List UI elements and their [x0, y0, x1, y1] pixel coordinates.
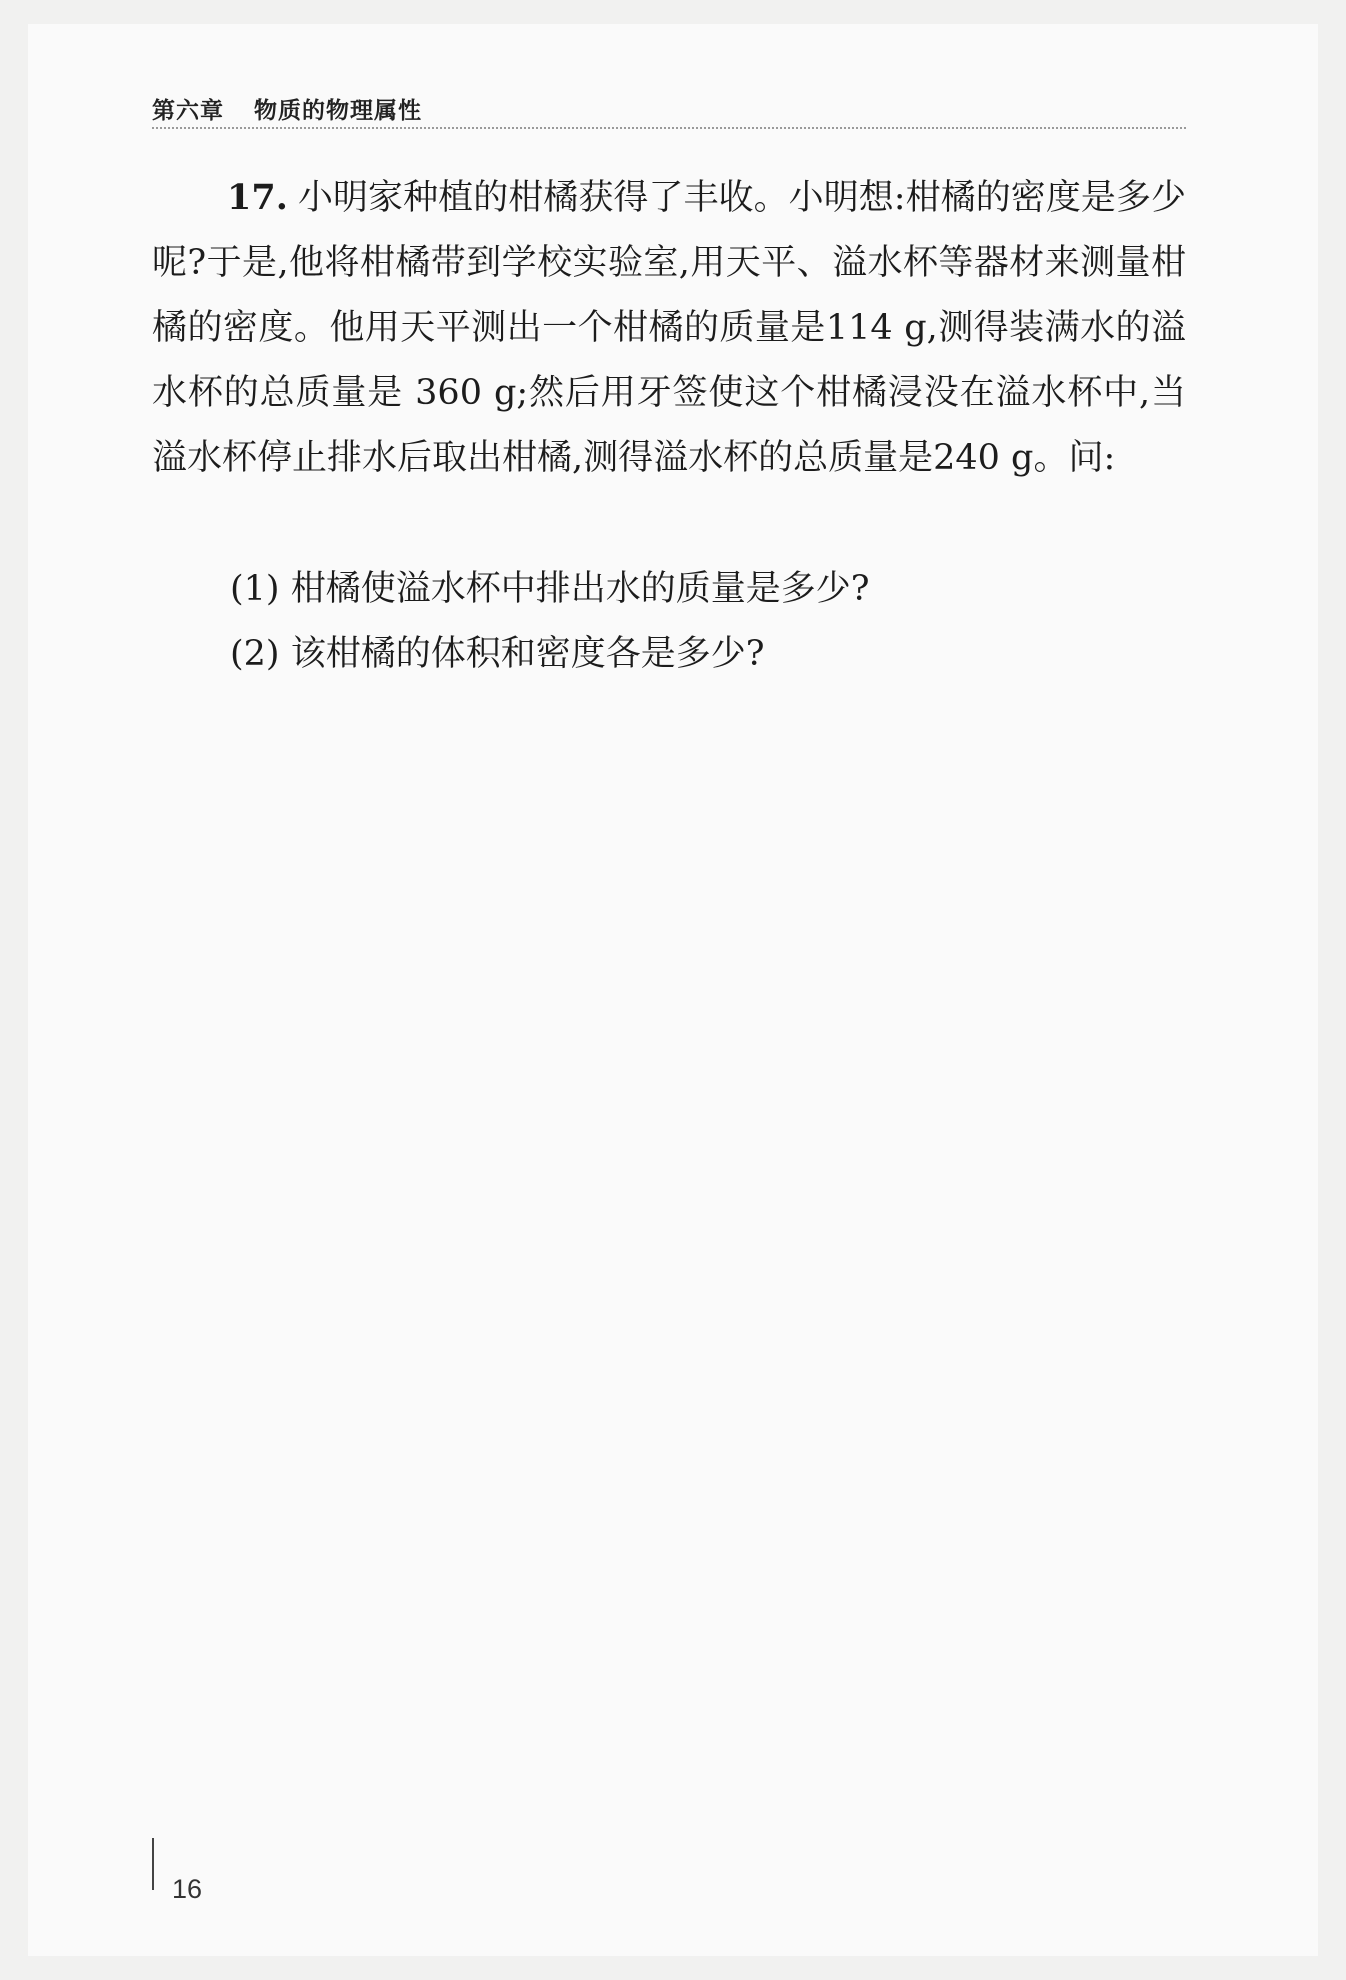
problem-number: 17. — [227, 177, 288, 218]
page-number-rule — [152, 1838, 154, 1890]
running-header — [152, 92, 422, 125]
question-1: (1) 柑橘使溢水杯中排出水的质量是多少? — [230, 569, 870, 609]
page-number: 16 — [172, 1874, 203, 1904]
chapter-number: 第六章 — [152, 98, 224, 124]
problem-17 — [152, 165, 1186, 491]
problem-text: 小明家种植的柑橘获得了丰收。小明想:柑橘的密度是多少呢?于是,他将柑橘带到学校实验室,用天平、溢水杯等器材来测量柑橘的密度。他用天平测出一个柑橘的质量是114 g,测得装满水的溢水杯的总质量是 360 g;然后用牙签使这个柑橘浸没在溢水杯中,当溢水杯停止排水后取出柑橘,测得溢水杯的总质量是240 g。问: — [152, 178, 1186, 478]
question-2: (2) 该柑橘的体积和密度各是多少? — [230, 634, 765, 674]
header-dotted-rule — [152, 127, 1186, 129]
chapter-title: 物质的物理属性 — [254, 98, 422, 124]
